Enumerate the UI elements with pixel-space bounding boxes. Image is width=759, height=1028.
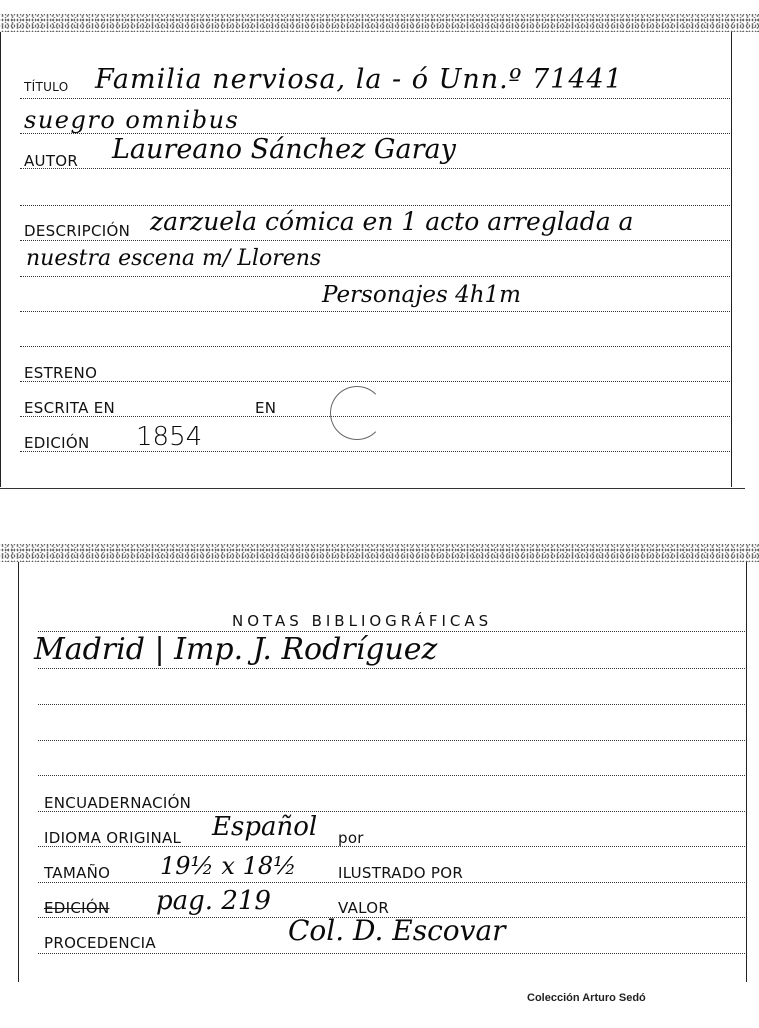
card1-bottom-edge (0, 488, 745, 489)
procedencia-value: Col. D. Escovar (288, 914, 506, 947)
autor-label: AUTOR (24, 152, 79, 170)
edicion-label: EDICIÓN (24, 434, 90, 452)
card2-line-5 (38, 775, 745, 776)
encuadernacion-label: ENCUADERNACIÓN (44, 794, 192, 812)
titulo-value: Familia nerviosa, la - ó Unn.º 71441 (95, 64, 623, 95)
titulo-label: TÍTULO (24, 80, 69, 94)
card1-top-edge (0, 14, 759, 32)
card1-line-6 (20, 276, 730, 277)
edicion2-value: pag. 219 (156, 886, 271, 916)
en-label: EN (255, 399, 277, 417)
card2-line-4 (38, 740, 745, 741)
card2-line-2 (38, 668, 745, 669)
edicion-value: 1854 (136, 422, 203, 452)
escrita-en-label: ESCRITA EN (24, 399, 116, 417)
card1-line-3 (20, 168, 730, 169)
valor-label: VALOR (338, 899, 390, 917)
notes-value: Madrid | Imp. J. Rodríguez (34, 632, 438, 667)
autor-value: Laureano Sánchez Garay (112, 134, 456, 165)
card1-line-8 (20, 346, 730, 347)
procedencia-label: PROCEDENCIA (44, 934, 156, 952)
idioma-label: IDIOMA ORIGINAL (44, 829, 182, 847)
edicion2-label: EDICIÓN (44, 899, 110, 917)
collection-credit: Colección Arturo Sedó (527, 992, 646, 1004)
card2-line-3 (38, 704, 745, 705)
punch-hole-mark (330, 386, 384, 440)
descripcion-value: zarzuela cómica en 1 acto arreglada a (150, 207, 634, 236)
idioma-value: Español (212, 812, 318, 842)
card2-line-8 (38, 882, 745, 883)
card1-line-4 (20, 205, 730, 206)
descripcion-label: DESCRIPCIÓN (24, 222, 131, 240)
notes-title: NOTAS BIBLIOGRÁFICAS (232, 612, 493, 630)
card1-line-11 (20, 451, 730, 452)
descripcion-value-line2: nuestra escena m/ Llorens (26, 246, 322, 271)
card2-top-edge (0, 544, 759, 562)
card1-line-7 (20, 311, 730, 312)
tamano-value: 19½ x 18½ (160, 852, 297, 880)
estreno-label: ESTRENO (24, 364, 98, 382)
titulo-value-line2: suegro omnibus (24, 106, 240, 134)
ilustrado-label: ILUSTRADO POR (338, 864, 464, 882)
tamano-label: TAMAÑO (44, 864, 111, 882)
personajes-value: Personajes 4h1m (322, 282, 521, 308)
card1-line-9 (20, 381, 730, 382)
card1-line-5 (20, 240, 730, 241)
card1-line-1 (20, 98, 730, 99)
por-label: por (338, 829, 364, 847)
card2-line-10 (38, 953, 745, 954)
